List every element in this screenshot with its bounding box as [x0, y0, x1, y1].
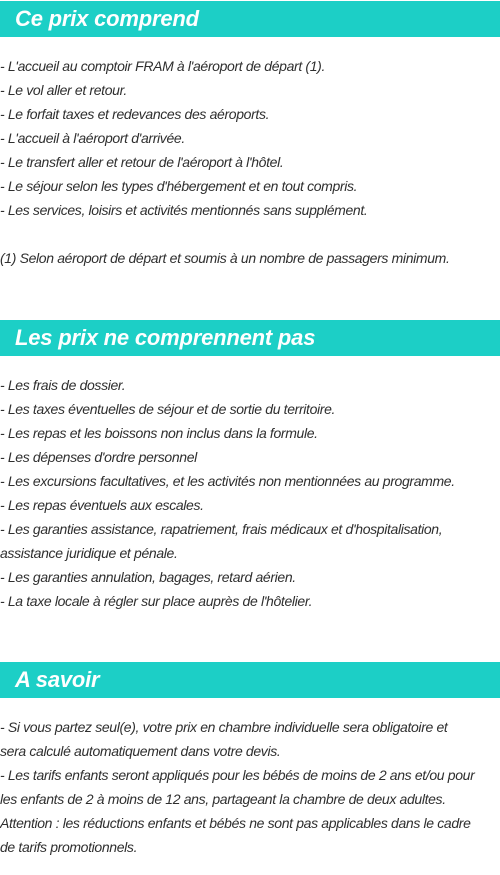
list-item: - Les garanties assistance, rapatriement, frais médicaux et d'hospitalisation,: [0, 521, 443, 537]
list-item: - Les excursions facultatives, et les activités non mentionnées au programme.: [0, 473, 455, 489]
attention-note: Attention : les réductions enfants et bébés ne sont pas applicables dans le cadre: [0, 815, 471, 831]
section-header: [0, 662, 500, 698]
list-item: - Les dépenses d'ordre personnel: [0, 449, 197, 465]
list-item: - Les taxes éventuelles de séjour et de sortie du territoire.: [0, 401, 336, 417]
list-item-continuation: assistance juridique et pénale.: [0, 545, 178, 561]
list-item: - L'accueil à l'aéroport d'arrivée.: [0, 130, 185, 146]
list-item-continuation: sera calculé automatiquement dans votre devis.: [0, 743, 281, 759]
section-good-to-know: [0, 662, 500, 859]
list-item: - La taxe locale à régler sur place auprès de l'hôtelier.: [0, 593, 313, 609]
section-header: [0, 1, 500, 37]
footnote: (1) Selon aéroport de départ et soumis à un nombre de passagers minimum.: [0, 250, 450, 266]
section-title: Ce prix comprend: [15, 6, 199, 31]
list-item: - Les services, loisirs et activités mentionnés sans supplément.: [0, 202, 368, 218]
spacer: [0, 222, 500, 246]
section-title: A savoir: [15, 667, 100, 692]
list-item: - Le vol aller et retour.: [0, 82, 127, 98]
list-item: - Le forfait taxes et redevances des aéroports.: [0, 106, 270, 122]
list-item: - Les tarifs enfants seront appliqués pour les bébés de moins de 2 ans et/ou pour: [0, 767, 475, 783]
list-item: - Les frais de dossier.: [0, 377, 126, 393]
list-item: - Les garanties annulation, bagages, retard aérien.: [0, 569, 296, 585]
list-item: - Les repas et les boissons non inclus dans la formule.: [0, 425, 318, 441]
list-item: - Le séjour selon les types d'hébergement et en tout compris.: [0, 178, 358, 194]
section-price-excludes: [0, 320, 500, 613]
section-title: Les prix ne comprennent pas: [15, 325, 316, 350]
section-body: [0, 54, 500, 270]
list-item-continuation: les enfants de 2 à moins de 12 ans, partageant la chambre de deux adultes.: [0, 791, 446, 807]
list-item: - Si vous partez seul(e), votre prix en chambre individuelle sera obligatoire et: [0, 719, 448, 735]
list-item: - L'accueil au comptoir FRAM à l'aéroport de départ (1).: [0, 58, 326, 74]
list-item: - Les repas éventuels aux escales.: [0, 497, 204, 513]
section-header: [0, 320, 500, 356]
section-price-includes: [0, 1, 500, 270]
section-body: [0, 715, 500, 859]
attention-note-continuation: de tarifs promotionnels.: [0, 839, 138, 855]
section-body: [0, 373, 500, 613]
list-item: - Le transfert aller et retour de l'aéroport à l'hôtel.: [0, 154, 284, 170]
